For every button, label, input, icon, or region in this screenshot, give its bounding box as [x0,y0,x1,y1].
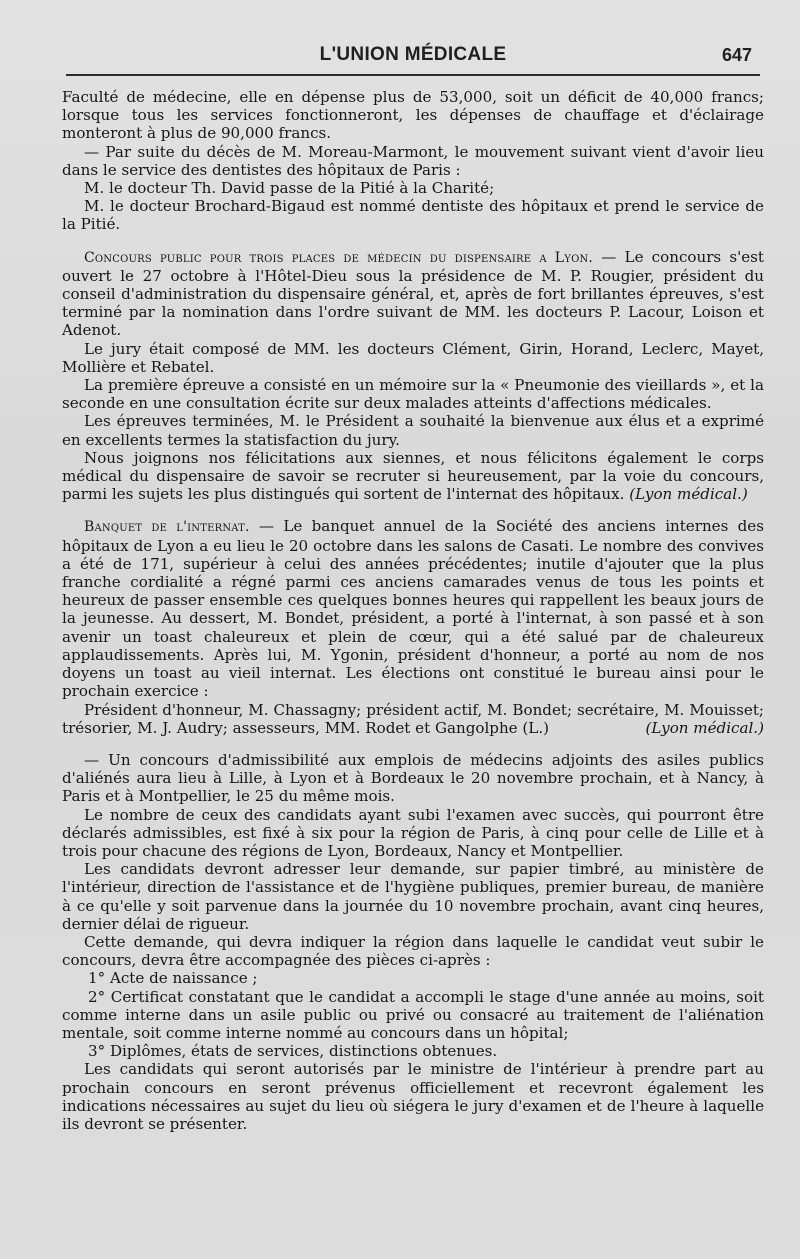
paragraph-banquet [62,517,764,700]
paragraph-authorized-candidates: Les candidats qui seront autorisés par le ministre de l'intérieur à prendre part au prochain concours en seront prévenus officiellement et recevront également les indications nécessaires au sujet du lieu où siégera le jury d'examen et de l'heure à laquelle ils devront se présenter. [62,1060,764,1133]
paragraph-faculty-budget: Faculté de médecine, elle en dépense plus de 53,000, soit un déficit de 40,000 francs; lorsque tous les services fonctionneront, les dépenses de chauffage et d'éclairage monteront à plus de 90,000 francs. [62,88,764,143]
section-heading-banquet: Banquet de l'internat. [84,519,250,536]
section-heading-concours: Concours public pour trois places de médecin du dispensaire a Lyon. [84,249,594,266]
paragraph-documents-required: Cette demande, qui devra indiquer la région dans laquelle le candidat veut subir le concours, devra être accompagnée des pièces ci-après : [62,932,764,970]
paragraph-banquet-text: — Le banquet annuel de la Société des anciens internes des hôpitaux de Lyon a eu lieu le 20 octobre dans les salons de Casati. Le nombre des convives a été de 171, supérieur à celui des années précédentes; inutile d'ajouter que la plus franche cordialité a régné parmi ces anciens camarades venus de tous les points et heureux de passer ensemble ces quelques bonnes heures qui rappellent les beaux jours de la jeunesse. Au dessert, M. Bondet, président, a porté à l'internat, à son passé et à son avenir un toast chaleureux et plein de cœur, qui a été salué par de chaleureux applaudissements. Après lui, M. Ygonin, président d'honneur, a porté au nom de nos doyens un toast au vieil internat. Les élections ont constitué le bureau ainsi pour le prochain exercice : [62,517,764,701]
article-body [62,88,764,1133]
paragraph-brochard-bigaud: M. le docteur Brochard-Bigaud est nommé dentiste des hôpitaux et prend le service de la Pitié. [62,197,764,234]
paragraph-asylum-concours: — Un concours d'admissibilité aux emplois de médecins adjoints des asiles publics d'aliénés aura lieu à Lille, à Lyon et à Bordeaux le 20 novembre prochain, et à Nancy, à Paris et à Montpellier, le 25 du même mois. [62,750,764,806]
paragraph-application: Les candidats devront adresser leur demande, sur papier timbré, au ministère de l'intérieur, direction de l'assistance et de l'hygiène publiques, premier bureau, de manière à ce qu'elle y soit parvenue dans la journée du 10 novembre prochain, avant cinq heures, dernier délai de rigueur. [62,860,764,933]
page-number: 647 [721,45,752,65]
paragraph-first-trial: La première épreuve a consisté en un mémoire sur la « Pneumonie des vieillards », et la seconde en une consultation écrite sur deux malades atteints d'affections médicales. [62,376,764,413]
paragraph-bureau-text: Président d'honneur, M. Chassagny; président actif, M. Bondet; secrétaire, M. Mouisset; trésorier, M. J. Audry; assesseurs, MM. Rodet et Gangolphe (L.) [62,700,764,737]
paragraph-david: M. le docteur Th. David passe de la Pitié à la Charité; [84,179,495,198]
list-item-diplomas: 3° Diplômes, états de services, distinctions obtenues. [88,1042,498,1061]
list-item-birth-certificate: 1° Acte de naissance ; [88,969,258,988]
paragraph-jury: Le jury était composé de MM. les docteurs Clément, Girin, Horand, Leclerc, Mayet, Mollière et Rebatel. [62,339,764,376]
header-rule [66,74,760,76]
paragraph-trials-ended: Les épreuves terminées, M. le Président a souhaité la bienvenue aux élus et a exprimé en excellents termes la statisfaction du jury. [62,412,764,449]
source-citation: (Lyon médical.) [645,718,764,737]
paragraph-admissible-count: Le nombre de ceux des candidats ayant subi l'examen avec succès, qui pourront être déclarés admissibles, est fixé à six pour la région de Paris, à cinq pour celle de Lille et à trois pour chacune des régions de Lyon, Bordeaux, Nancy et Montpellier. [62,805,764,860]
paragraph-dentists-movement: — Par suite du décès de M. Moreau-Marmont, le mouvement suivant vient d'avoir lieu dans le service des dentistes des hôpitaux de Paris : [62,142,764,179]
paragraph-congratulations [62,449,764,504]
list-item-internship-certificate: 2° Certificat constatant que le candidat a accompli le stage d'une année au moins, soit comme interne dans un asile public ou privé ou consacré au traitement de l'aliénation mentale, soit comme interne nommé au concours dans un hôpital; [62,987,764,1042]
paragraph-bureau [62,701,764,737]
paragraph-congratulations-text: Nous joignons nos félicitations aux siennes, et nous félicitons également le corps médical du dispensaire de savoir se recruter si heureusement, par la voie du concours, parmi les sujets les plus distingués qui sortent de l'internat des hôpitaux. [62,448,764,504]
source-citation: (Lyon médical.) [629,485,748,504]
page-header [62,34,764,72]
paragraph-lyon-concours [62,248,764,340]
paragraph-lyon-concours-text: — Le concours s'est ouvert le 27 octobre à l'Hôtel-Dieu sous la présidence de M. P. Rougier, président du conseil d'administration du dispensaire général, et, après de fort brillantes épreuves, s'est terminé par la nomination dans l'ordre suivant de MM. les docteurs P. Lacour, Loison et Adenot. [62,247,764,340]
running-title: L'UNION MÉDICALE [319,44,507,65]
